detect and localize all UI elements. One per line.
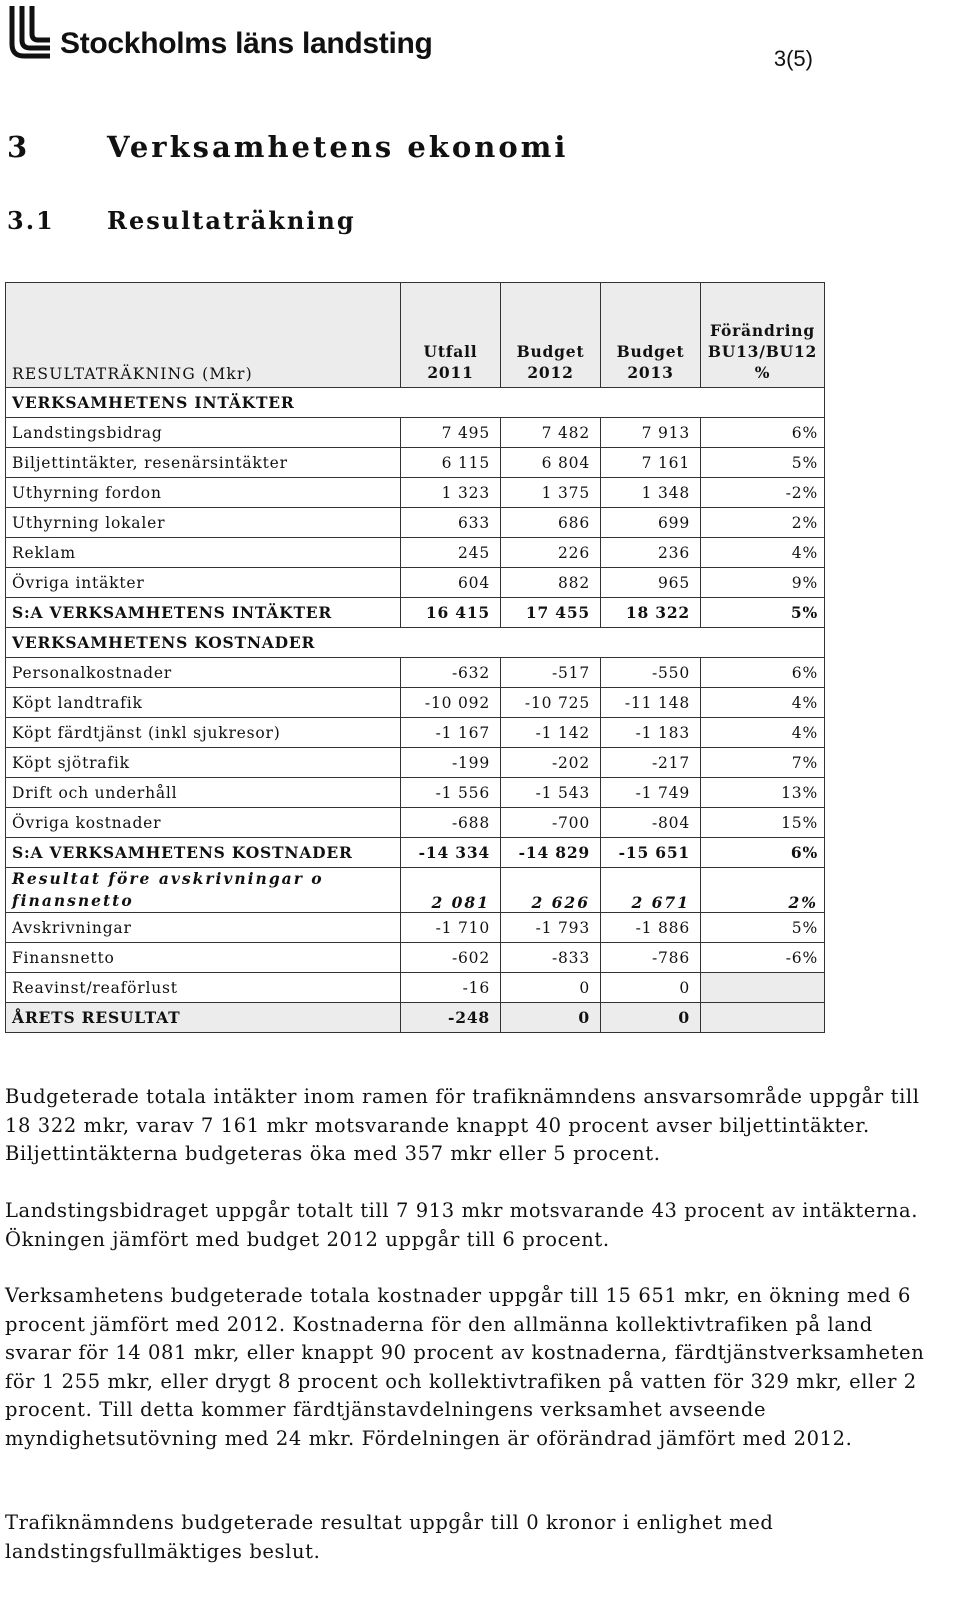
income-statement-table xyxy=(5,282,825,1033)
cell-budget-2012: 0 xyxy=(501,973,601,1003)
cell-utfall-2011: 245 xyxy=(401,538,501,568)
table-row xyxy=(6,568,825,598)
cell-budget-2013: -550 xyxy=(601,658,701,688)
cell-budget-2013: -1 886 xyxy=(601,913,701,943)
cell-change: 2% xyxy=(701,508,825,538)
cell-utfall-2011: -602 xyxy=(401,943,501,973)
cell-budget-2012: -10 725 xyxy=(501,688,601,718)
row-label: Övriga kostnader xyxy=(6,808,401,838)
table-row xyxy=(6,913,825,943)
row-label: Övriga intäkter xyxy=(6,568,401,598)
cell-budget-2013: 7 913 xyxy=(601,418,701,448)
cell-utfall-2011: -199 xyxy=(401,748,501,778)
cell-change: 6% xyxy=(701,838,825,868)
header-logo xyxy=(6,4,433,62)
row-label: Uthyrning lokaler xyxy=(6,508,401,538)
paragraph-income: Budgeterade totala intäkter inom ramen för trafiknämndens ansvarsområde uppgår till 18 322 mkr, varav 7 161 mkr motsvarande knappt 40 procent avser biljettintäkter. Biljettintäkterna budgeteras öka med 357 mkr eller 5 procent. xyxy=(5,1085,920,1165)
table-row xyxy=(6,658,825,688)
row-label: Resultat före avskrivningar o finansnetto xyxy=(6,868,401,913)
cell-budget-2013: 699 xyxy=(601,508,701,538)
row-label: ÅRETS RESULTAT xyxy=(6,1003,401,1033)
heading-2-number: 3.1 xyxy=(7,206,55,235)
header-col-budget-2013: Budget 2013 xyxy=(601,283,701,388)
cell-utfall-2011: -1 710 xyxy=(401,913,501,943)
table-row xyxy=(6,718,825,748)
cell-utfall-2011: -1 167 xyxy=(401,718,501,748)
cell-change: 15% xyxy=(701,808,825,838)
cell-budget-2013: 2 671 xyxy=(601,868,701,913)
row-label: Biljettintäkter, resenärsintäkter xyxy=(6,448,401,478)
cell-budget-2013: -1 749 xyxy=(601,778,701,808)
cell-budget-2013: 965 xyxy=(601,568,701,598)
table-row xyxy=(6,448,825,478)
row-label: Personalkostnader xyxy=(6,658,401,688)
cell-change: 13% xyxy=(701,778,825,808)
cell-utfall-2011: 1 323 xyxy=(401,478,501,508)
cell-change: 4% xyxy=(701,688,825,718)
header-col-budget-2012: Budget 2012 xyxy=(501,283,601,388)
cell-budget-2012: -14 829 xyxy=(501,838,601,868)
cell-budget-2012: -700 xyxy=(501,808,601,838)
cell-budget-2013: 0 xyxy=(601,973,701,1003)
cell-utfall-2011: 16 415 xyxy=(401,598,501,628)
section-filler xyxy=(401,628,825,658)
row-label: Landstingsbidrag xyxy=(6,418,401,448)
cell-budget-2012: -1 142 xyxy=(501,718,601,748)
row-label: Drift och underhåll xyxy=(6,778,401,808)
cell-change: 6% xyxy=(701,658,825,688)
row-label: Reavinst/reaförlust xyxy=(6,973,401,1003)
row-label: Köpt sjötrafik xyxy=(6,748,401,778)
row-label: Finansnetto xyxy=(6,943,401,973)
cost-total-row xyxy=(6,838,825,868)
section-label: VERKSAMHETENS INTÄKTER xyxy=(6,388,401,418)
section-income-row xyxy=(6,388,825,418)
cell-change: 2% xyxy=(701,868,825,913)
cell-change-empty xyxy=(701,1003,825,1033)
heading-1-text: Verksamhetens ekonomi xyxy=(107,130,569,164)
cell-utfall-2011: -688 xyxy=(401,808,501,838)
cell-utfall-2011: -632 xyxy=(401,658,501,688)
cell-utfall-2011: 7 495 xyxy=(401,418,501,448)
row-label: Köpt färdtjänst (inkl sjukresor) xyxy=(6,718,401,748)
pre-result-row xyxy=(6,868,825,913)
cell-utfall-2011: -16 xyxy=(401,973,501,1003)
row-label: Avskrivningar xyxy=(6,913,401,943)
cell-budget-2012: 686 xyxy=(501,508,601,538)
cell-budget-2013: -217 xyxy=(601,748,701,778)
logo-text: Stockholms läns landsting xyxy=(60,27,433,60)
cell-utfall-2011: -10 092 xyxy=(401,688,501,718)
cell-budget-2012: -517 xyxy=(501,658,601,688)
paragraph-result: Trafiknämndens budgeterade resultat uppgår till 0 kronor i enlighet med landstingsfullmäktiges beslut. xyxy=(5,1511,774,1563)
cell-budget-2013: 18 322 xyxy=(601,598,701,628)
cell-budget-2012: -1 793 xyxy=(501,913,601,943)
cell-budget-2013: -786 xyxy=(601,943,701,973)
cell-budget-2012: -833 xyxy=(501,943,601,973)
table-row xyxy=(6,943,825,973)
cell-utfall-2011: 6 115 xyxy=(401,448,501,478)
cell-utfall-2011: 2 081 xyxy=(401,868,501,913)
cell-budget-2013: 1 348 xyxy=(601,478,701,508)
cell-change: 5% xyxy=(701,598,825,628)
header-col-utfall-2011: Utfall 2011 xyxy=(401,283,501,388)
cell-budget-2012: -202 xyxy=(501,748,601,778)
cell-change-empty xyxy=(701,973,825,1003)
cell-budget-2012: 882 xyxy=(501,568,601,598)
cell-budget-2012: 6 804 xyxy=(501,448,601,478)
row-label: S:A VERKSAMHETENS KOSTNADER xyxy=(6,838,401,868)
cell-change: 5% xyxy=(701,448,825,478)
cell-change: 5% xyxy=(701,913,825,943)
cell-budget-2013: -15 651 xyxy=(601,838,701,868)
cell-budget-2013: -1 183 xyxy=(601,718,701,748)
table-header-row xyxy=(6,283,825,388)
paragraph-landstingsbidrag: Landstingsbidraget uppgår totalt till 7 913 mkr motsvarande 43 procent av intäkterna. Ökningen jämfört med budget 2012 uppgår till 6 procent. xyxy=(5,1199,919,1251)
cell-budget-2012: -1 543 xyxy=(501,778,601,808)
table-row xyxy=(6,808,825,838)
cell-utfall-2011: -1 556 xyxy=(401,778,501,808)
cell-change: 4% xyxy=(701,538,825,568)
row-label: Köpt landtrafik xyxy=(6,688,401,718)
row-label: Reklam xyxy=(6,538,401,568)
table-row xyxy=(6,538,825,568)
row-label: S:A VERKSAMHETENS INTÄKTER xyxy=(6,598,401,628)
page-number: 3(5) xyxy=(773,46,813,71)
header-col-change: Förändring BU13/BU12 % xyxy=(701,283,825,388)
cell-budget-2013: 0 xyxy=(601,1003,701,1033)
table-row xyxy=(6,418,825,448)
cell-change: -6% xyxy=(701,943,825,973)
cell-budget-2012: 2 626 xyxy=(501,868,601,913)
cell-budget-2012: 1 375 xyxy=(501,478,601,508)
header-label: RESULTATRÄKNING (Mkr) xyxy=(6,283,401,388)
cell-budget-2012: 17 455 xyxy=(501,598,601,628)
cell-change: 7% xyxy=(701,748,825,778)
section-filler xyxy=(401,388,825,418)
sll-emblem-icon xyxy=(6,4,54,62)
heading-1 xyxy=(7,130,568,164)
cell-budget-2013: 236 xyxy=(601,538,701,568)
cell-budget-2012: 226 xyxy=(501,538,601,568)
cell-utfall-2011: -248 xyxy=(401,1003,501,1033)
cell-utfall-2011: -14 334 xyxy=(401,838,501,868)
section-costs-row xyxy=(6,628,825,658)
table-row xyxy=(6,478,825,508)
row-label: Uthyrning fordon xyxy=(6,478,401,508)
cell-budget-2013: -804 xyxy=(601,808,701,838)
cell-budget-2012: 7 482 xyxy=(501,418,601,448)
cell-change: 6% xyxy=(701,418,825,448)
paragraph-costs: Verksamhetens budgeterade totala kostnader uppgår till 15 651 mkr, en ökning med 6 procent jämfört med 2012. Kostnaderna för den allmänna kollektivtrafiken på land svarar för 14 081 mkr, eller knappt 90 procent av kostnaderna, färdtjänstverksamheten för 1 255 mkr, eller drygt 8 procent och kollektivtrafiken på vatten för 329 mkr, eller 2 procent. Till detta kommer färdtjänstavdelningens verksamhet avseende myndighetsutövning med 24 mkr. Fördelningen är oförändrad jämfört med 2012. xyxy=(5,1284,925,1450)
cell-change: -2% xyxy=(701,478,825,508)
cell-budget-2013: -11 148 xyxy=(601,688,701,718)
heading-2-text: Resultaträkning xyxy=(107,206,356,235)
cell-change: 4% xyxy=(701,718,825,748)
cell-change: 9% xyxy=(701,568,825,598)
cell-utfall-2011: 604 xyxy=(401,568,501,598)
cell-budget-2013: 7 161 xyxy=(601,448,701,478)
section-label: VERKSAMHETENS KOSTNADER xyxy=(6,628,401,658)
table-row xyxy=(6,688,825,718)
final-result-row xyxy=(6,1003,825,1033)
cell-budget-2012: 0 xyxy=(501,1003,601,1033)
table-row xyxy=(6,748,825,778)
reavinst-row xyxy=(6,973,825,1003)
income-total-row xyxy=(6,598,825,628)
heading-2 xyxy=(7,206,356,235)
table-row xyxy=(6,778,825,808)
cell-utfall-2011: 633 xyxy=(401,508,501,538)
table-row xyxy=(6,508,825,538)
heading-1-number: 3 xyxy=(7,130,31,164)
